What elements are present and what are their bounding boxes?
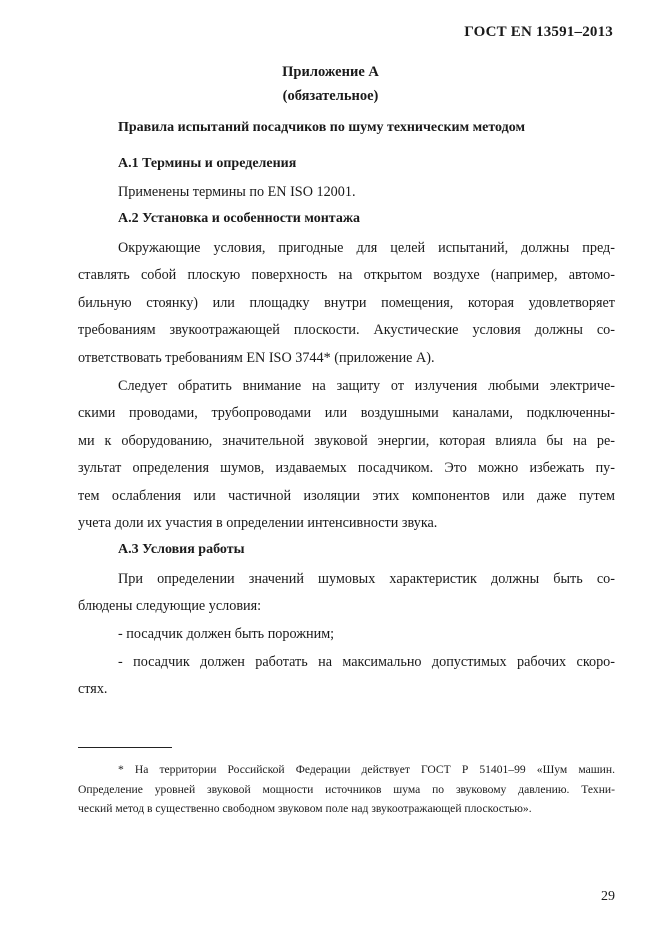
text-line: ответствовать требованиям EN ISO 3744* (приложение А). — [78, 350, 435, 366]
annex-rules-title: Правила испытаний посадчиков по шуму техническим методом — [118, 120, 526, 135]
annex-status: (обязательное) — [282, 88, 379, 104]
text-line: учета доли их участия в определении интенсивности звука. — [78, 515, 438, 531]
footnote-line: * На территории Российской Федерации действует ГОСТ Р 51401–99 «Шум машин. — [118, 763, 615, 776]
section-a3-heading: А.3 Условия работы — [118, 542, 245, 557]
list-item: - посадчик должен быть порожним; — [118, 626, 335, 642]
text-line: стях. — [78, 681, 108, 697]
text-line: Следует обратить внимание на защиту от излучения любыми электриче- — [118, 378, 615, 394]
text-line: Окружающие условия, пригодные для целей испытаний, должны пред- — [118, 240, 615, 256]
text-line: бильную стоянку) или площадку внутри помещения, которая удовлетворяет — [78, 295, 615, 311]
section-a1-heading: А.1 Термины и определения — [118, 156, 297, 171]
text-line: тем ослабления или частичной изоляции этих компонентов или даже путем — [78, 488, 615, 504]
text-line: скими проводами, трубопроводами или воздушными каналами, подключенны- — [78, 405, 615, 421]
document-code-header: ГОСТ EN 13591–2013 — [464, 24, 613, 40]
footnote-line: ческий метод в существенно свободном звуковом поле над звукоотражающей плоскостью». — [78, 802, 532, 815]
footnote-line: Определение уровней звуковой мощности источников шума по звуковому давлению. Техни- — [78, 783, 615, 796]
footnote-separator — [78, 747, 172, 748]
text-line: блюдены следующие условия: — [78, 598, 262, 614]
text-line: ми к оборудованию, значительной звуковой энергии, которая влияла бы на ре- — [78, 433, 615, 449]
annex-title: Приложение А — [282, 64, 379, 80]
page-number: 29 — [601, 889, 615, 904]
text-line: ставлять собой плоскую поверхность на открытом воздухе (например, автомо- — [78, 267, 615, 283]
text-line: требованиям звукоотражающей плоскости. Акустические условия должны со- — [78, 322, 615, 338]
text-line: зультат определения шумов, издаваемых посадчиком. Это можно избежать пу- — [78, 460, 615, 476]
text-line: При определении значений шумовых характеристик должны быть со- — [118, 571, 615, 587]
section-a1-text: Применены термины по EN ISO 12001. — [118, 184, 356, 200]
section-a2-heading: А.2 Установка и особенности монтажа — [118, 211, 360, 226]
text-line: - посадчик должен работать на максимально допустимых рабочих скоро- — [118, 654, 615, 670]
